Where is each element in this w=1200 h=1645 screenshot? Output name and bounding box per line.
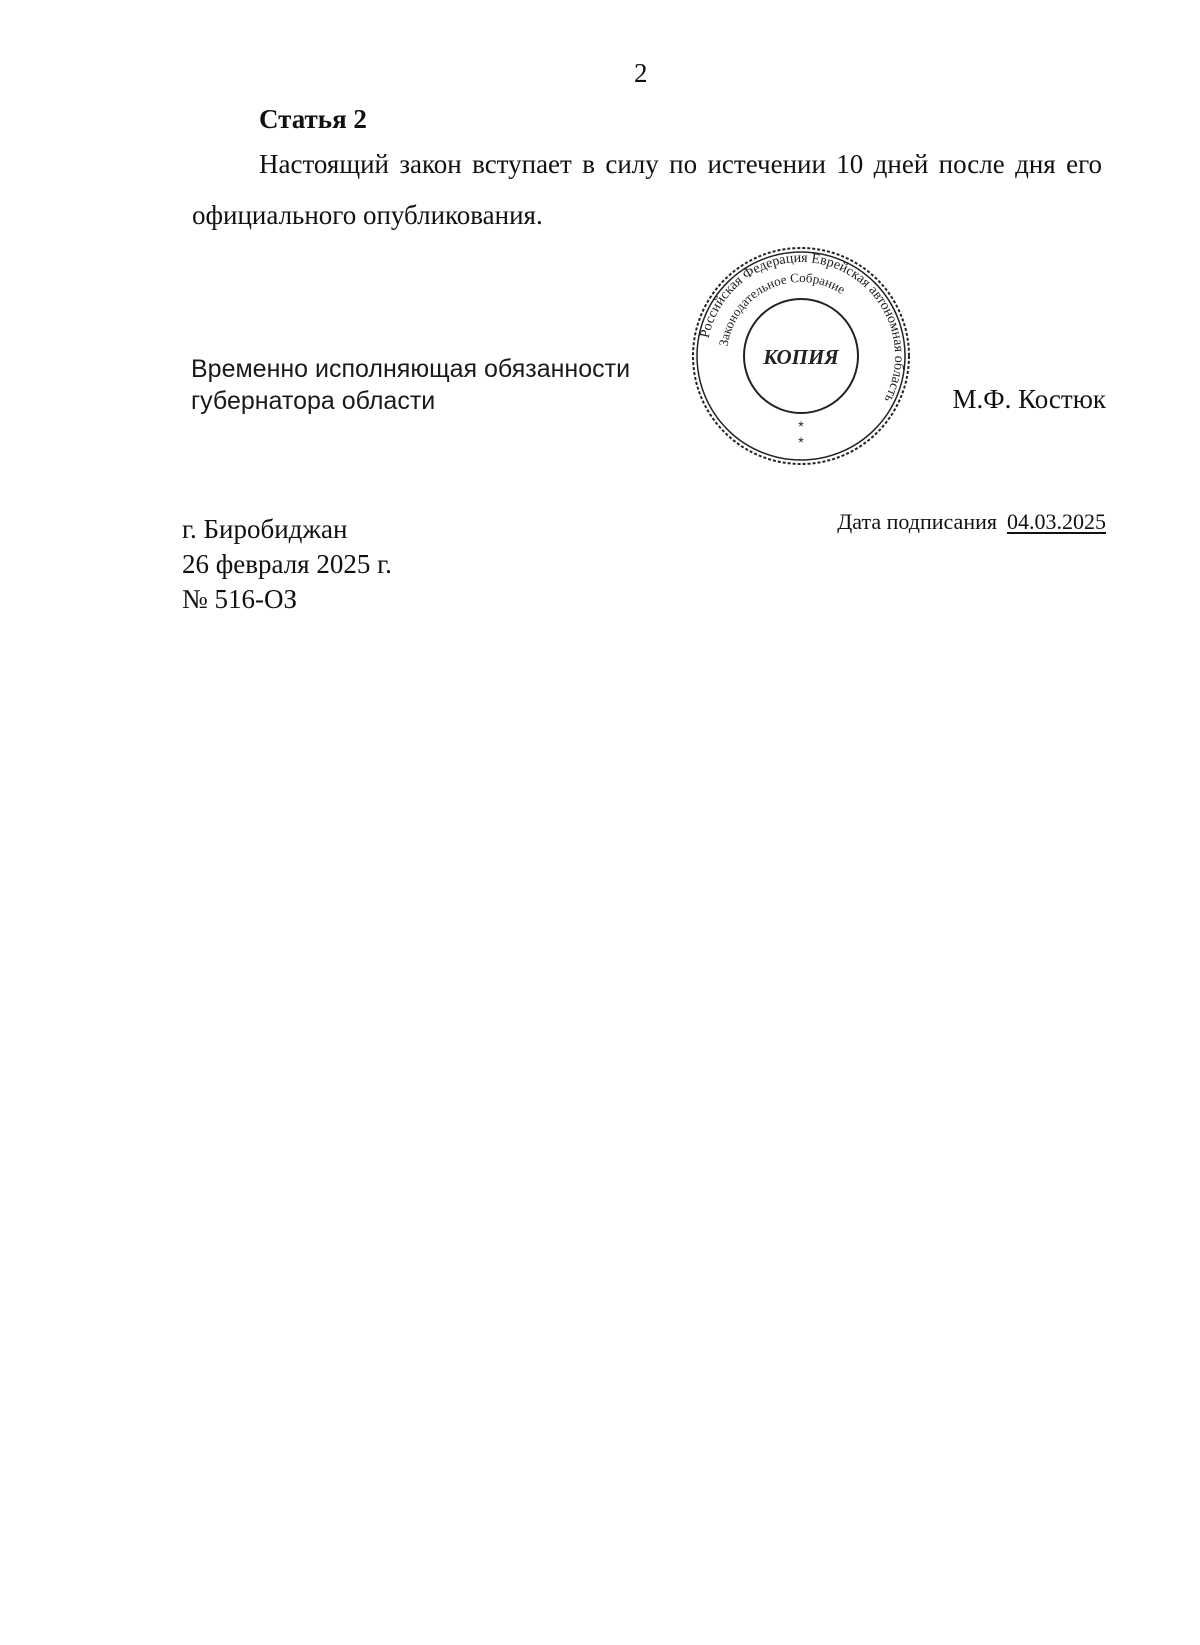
article-text-line-1: Настоящий закон вступает в силу по истечении 10 дней после дня его	[259, 149, 1102, 179]
article-text-line-2: официального опубликования.	[192, 200, 543, 230]
signatory-name: М.Ф. Костюк	[952, 384, 1106, 414]
signing-date-value: 04.03.2025	[1007, 509, 1106, 534]
law-date: 26 февраля 2025 г.	[182, 549, 392, 579]
signatory-position	[191, 353, 630, 417]
stamp-star-icon: *	[798, 434, 804, 450]
signatory-position-line-2: губернатора области	[191, 387, 436, 415]
stamp-ring-text: Российская Федерация Еврейская автономная область	[697, 250, 907, 405]
stamp-inner-text: Законодательное Собрание	[715, 269, 849, 348]
law-number: № 516-ОЗ	[182, 584, 298, 614]
signing-date	[837, 509, 1106, 535]
place-date-number	[182, 512, 392, 617]
article-heading: Статья 2	[259, 104, 367, 134]
city: г. Биробиджан	[182, 514, 348, 544]
stamp-star-icon: *	[798, 418, 804, 434]
official-stamp	[690, 245, 912, 467]
signing-date-label: Дата подписания	[837, 509, 997, 534]
page-number: 2	[634, 58, 648, 88]
stamp-center-text: КОПИЯ	[763, 345, 839, 369]
signatory-position-line-1: Временно исполняющая обязанности	[191, 355, 631, 383]
